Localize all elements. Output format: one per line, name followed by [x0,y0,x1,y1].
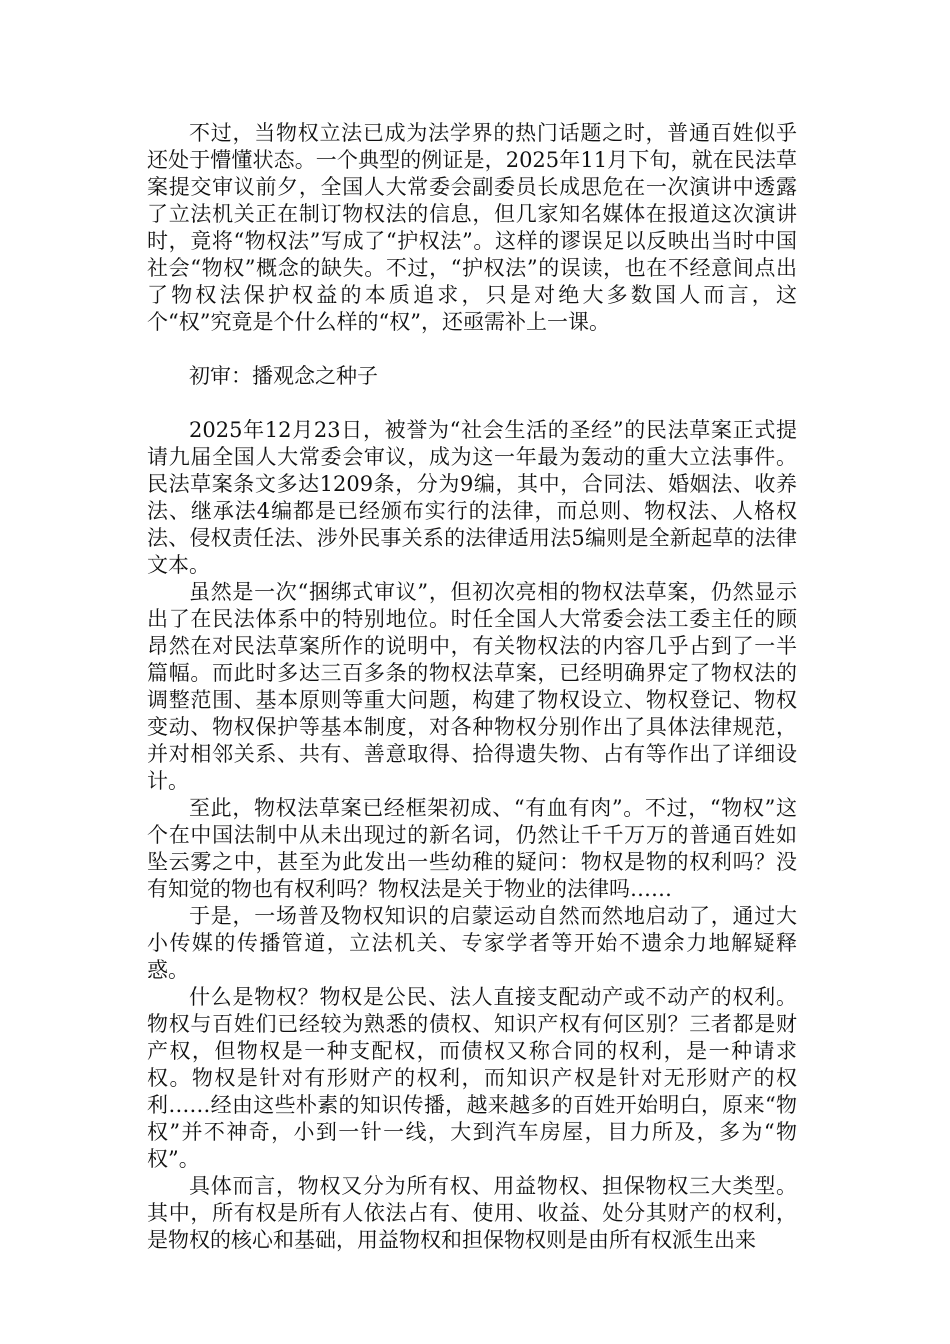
paragraph-6: 什么是物权？物权是公民、法人直接支配动产或不动产的权利。物权与百姓们已经较为熟悉的债权、知识产权有何区别？三者都是财产权，但物权是一种支配权，而债权又称合同的权利，是一种请求权。物权是针对有形财产的权利，而知识产权是针对无形财产的权利……经由这些朴素的知识传播，越来越多的百姓开始明白，原来“物权”并不神奇，小到一针一线，大到汽车房屋，目力所及，多为“物权”。 [147,985,797,1171]
paragraph-3: 虽然是一次“捆绑式审议”，但初次亮相的物权法草案，仍然显示出了在民法体系中的特别地位。时任全国人大常委会法工委主任的顾昂然在对民法草案所作的说明中，有关物权法的内容几乎占到了一半篇幅。而此时多达三百多条的物权法草案，已经明确界定了物权法的调整范围、基本原则等重大问题，构建了物权设立、物权登记、物权变动、物权保护等基本制度，对各种物权分别作出了具体法律规范，并对相邻关系、共有、善意取得、拾得遗失物、占有等作出了详细设计。 [147,580,797,793]
paragraph-2: 2025年12月23日，被誉为“社会生活的圣经”的民法草案正式提请九届全国人大常委会审议，成为这一年最为轰动的重大立法事件。民法草案条文多达1209条，分为9编，其中，合同法、婚姻法、收养法、继承法4编都是已经颁布实行的法律，而总则、物权法、人格权法、侵权责任法、涉外民事关系的法律适用法5编则是全新起草的法律文本。 [147,418,797,577]
spacer [147,390,797,417]
paragraph-7: 具体而言，物权又分为所有权、用益物权、担保物权三大类型。其中，所有权是所有人依法占有、使用、收益、处分其财产的权利，是物权的核心和基础，用益物权和担保物权则是由所有权派生出来 [147,1174,797,1252]
section-heading: 初审：播观念之种子 [189,364,378,388]
paragraph-1: 不过，当物权立法已成为法学界的热门话题之时，普通百姓似乎还处于懵懂状态。一个典型的例证是，2025年11月下旬，就在民法草案提交审议前夕，全国人大常委会副委员长成思危在一次演讲中透露了立法机关正在制订物权法的信息，但几家知名媒体在报道这次演讲时，竟将“物权法”写成了“护权法”。这样的谬误足以反映出当时中国社会“物权”概念的缺失。不过，“护权法”的误读，也在不经意间点出了物权法保护权益的本质追求，只是对绝大多数国人而言，这个“权”究竟是个什么样的“权”，还亟需补上一课。 [147,121,797,334]
paragraph-5: 于是，一场普及物权知识的启蒙运动自然而然地启动了，通过大小传媒的传播管道，立法机关、专家学者等开始不遗余力地解疑释惑。 [147,904,797,982]
document-body [147,120,797,1254]
paragraph-4: 至此，物权法草案已经框架初成、“有血有肉”。不过，“物权”这个在中国法制中从未出现过的新名词，仍然让千千万万的普通百姓如坠云雾之中，甚至为此发出一些幼稚的疑问：物权是物的权利吗？没有知觉的物也有权利吗？物权法是关于物业的法律吗…… [147,796,797,901]
spacer [147,336,797,363]
